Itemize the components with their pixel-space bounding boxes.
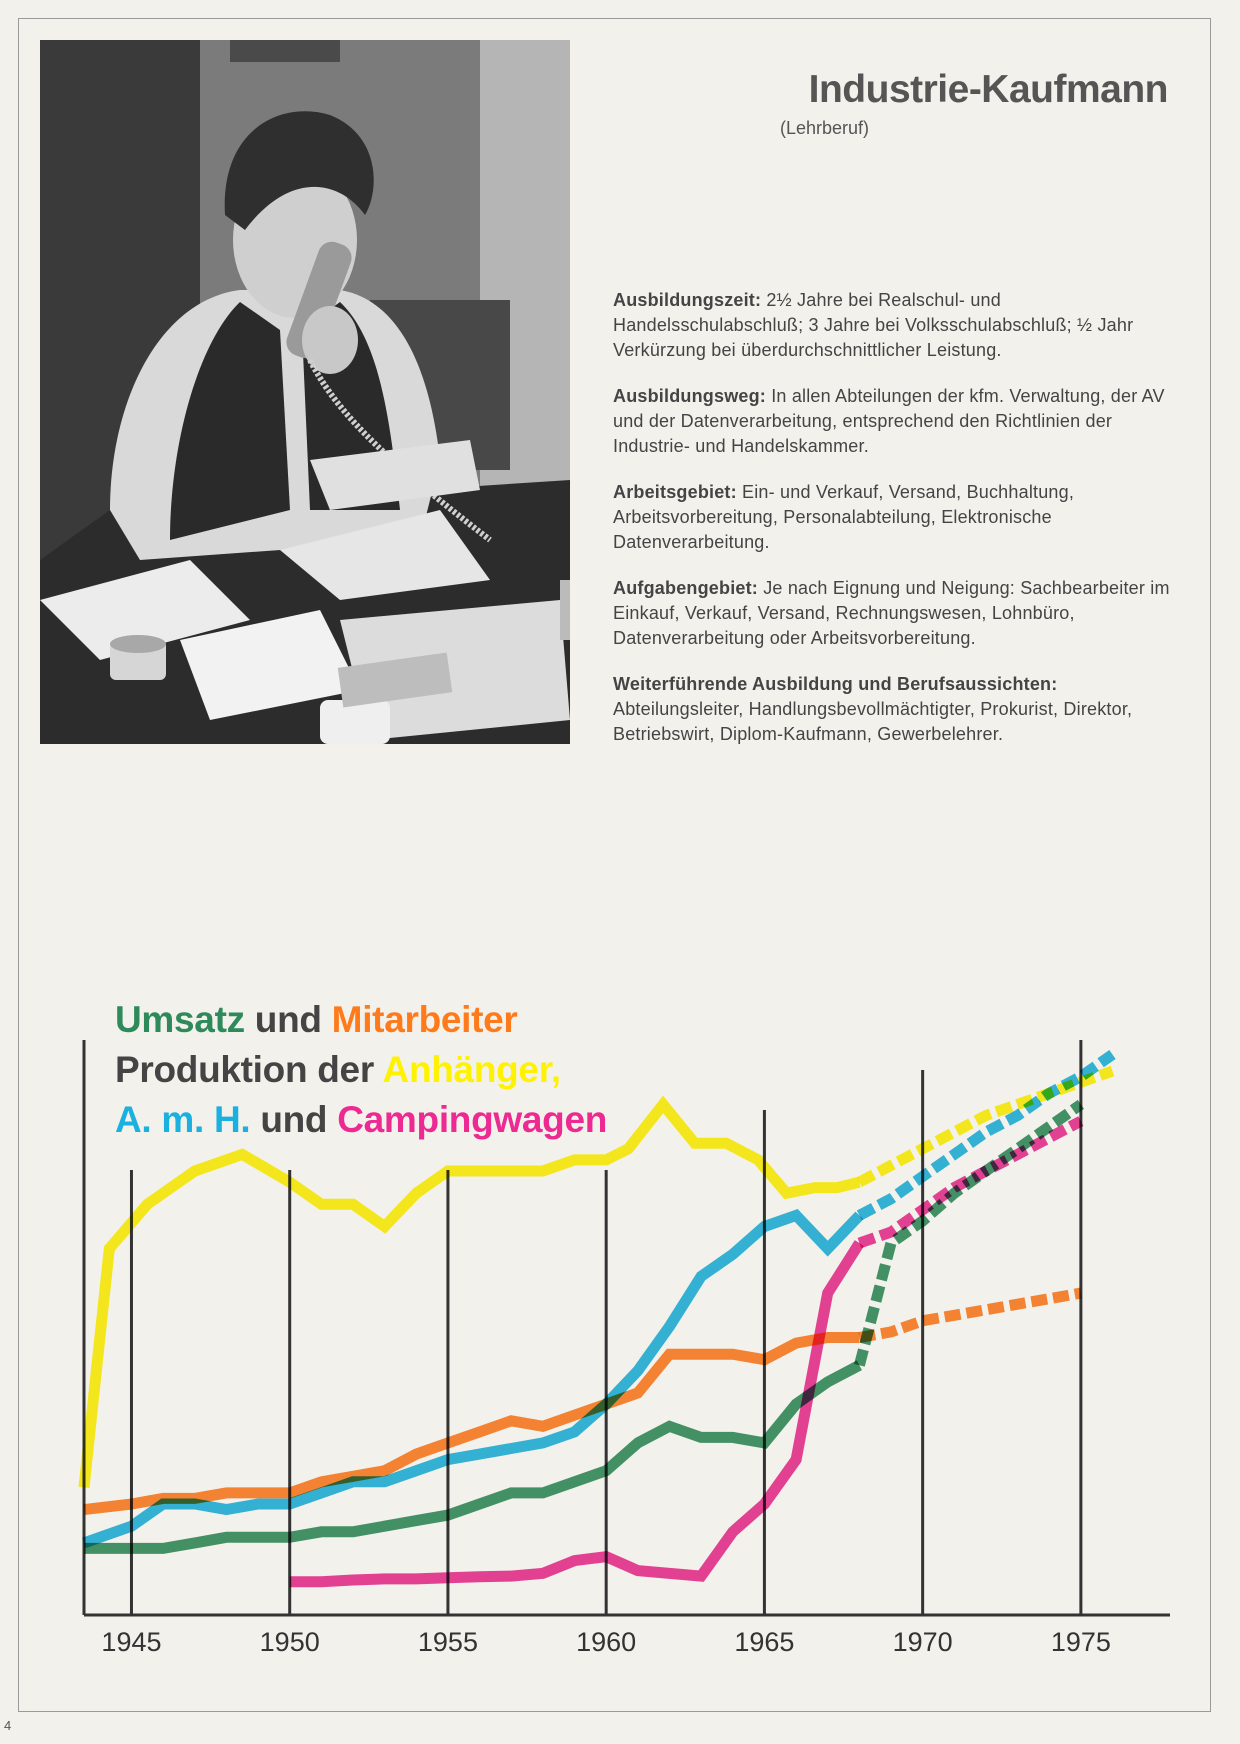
job-description	[613, 288, 1173, 768]
section-ausbildungszeit	[613, 288, 1173, 363]
section-ausbildungsweg	[613, 384, 1173, 459]
section-label: Weiterführende Ausbildung und Berufsaussichten:	[613, 674, 1058, 694]
title-produktion: Produktion der	[115, 1049, 383, 1090]
section-text: In allen Abteilungen der kfm. Verwaltung, der AV und der Datenverarbeitung, entsprechend den Richtlinien der Industrie- und Handelskammer.	[613, 386, 1165, 456]
legend-umsatz: Umsatz	[115, 999, 245, 1040]
chart-title-line-1	[115, 995, 607, 1045]
section-label: Ausbildungsweg:	[613, 386, 766, 406]
chart-title-line-3	[115, 1095, 607, 1145]
section-label: Ausbildungszeit:	[613, 290, 762, 310]
job-subtitle: (Lehrberuf)	[780, 118, 870, 138]
x-tick-label: 1945	[101, 1627, 162, 1657]
x-tick-label: 1970	[892, 1627, 953, 1657]
page-number: 4	[4, 1718, 12, 1733]
photo-woman-on-phone	[40, 40, 570, 744]
chart-title-line-2	[115, 1045, 607, 1095]
section-text: Je nach Eignung und Neigung: Sachbearbeiter im Einkauf, Verkauf, Versand, Rechnungswesen, Lohnbüro, Datenverarbeitung oder Arbeitsvorbereitung.	[613, 578, 1170, 648]
section-text: Abteilungsleiter, Handlungsbevollmächtigter, Prokurist, Direktor, Betriebswirt, Diplom-Kaufmann, Gewerbelehrer.	[613, 699, 1133, 744]
legend-anhaenger: Anhänger,	[382, 1049, 561, 1090]
x-tick-label: 1950	[259, 1627, 320, 1657]
section-label: Aufgabengebiet:	[613, 578, 758, 598]
section-text: 2½ Jahre bei Realschul- und Handelsschulabschluß; 3 Jahre bei Volksschulabschluß; ½ Jahr Verkürzung bei überdurchschnittlicher Leistung.	[613, 290, 1134, 360]
section-label: Arbeitsgebiet:	[613, 482, 737, 502]
legend-amh: A. m. H.	[115, 1099, 251, 1140]
legend-mitarbeiter: Mitarbeiter	[331, 999, 518, 1040]
section-weiterfuehrende-ausbildung	[613, 672, 1173, 747]
x-tick-label: 1975	[1050, 1627, 1111, 1657]
job-title: Industrie-Kaufmann	[808, 68, 1168, 111]
section-text: Ein- und Verkauf, Versand, Buchhaltung, Arbeitsvorbereitung, Personalabteilung, Elektronische Datenverarbeitung.	[613, 482, 1075, 552]
x-tick-label: 1965	[734, 1627, 795, 1657]
section-arbeitsgebiet	[613, 480, 1173, 555]
title-connector: und	[250, 1099, 338, 1140]
x-tick-label: 1955	[417, 1627, 478, 1657]
series-amh-forecast	[859, 1055, 1112, 1216]
chart-title	[115, 995, 607, 1145]
section-aufgabengebiet	[613, 576, 1173, 651]
x-tick-label: 1960	[576, 1627, 637, 1657]
title-connector: und	[244, 999, 332, 1040]
series-mitarbeiter-forecast	[859, 1293, 1081, 1337]
series-mitarbeiter	[84, 1338, 859, 1510]
legend-campingwagen: Campingwagen	[337, 1099, 608, 1140]
